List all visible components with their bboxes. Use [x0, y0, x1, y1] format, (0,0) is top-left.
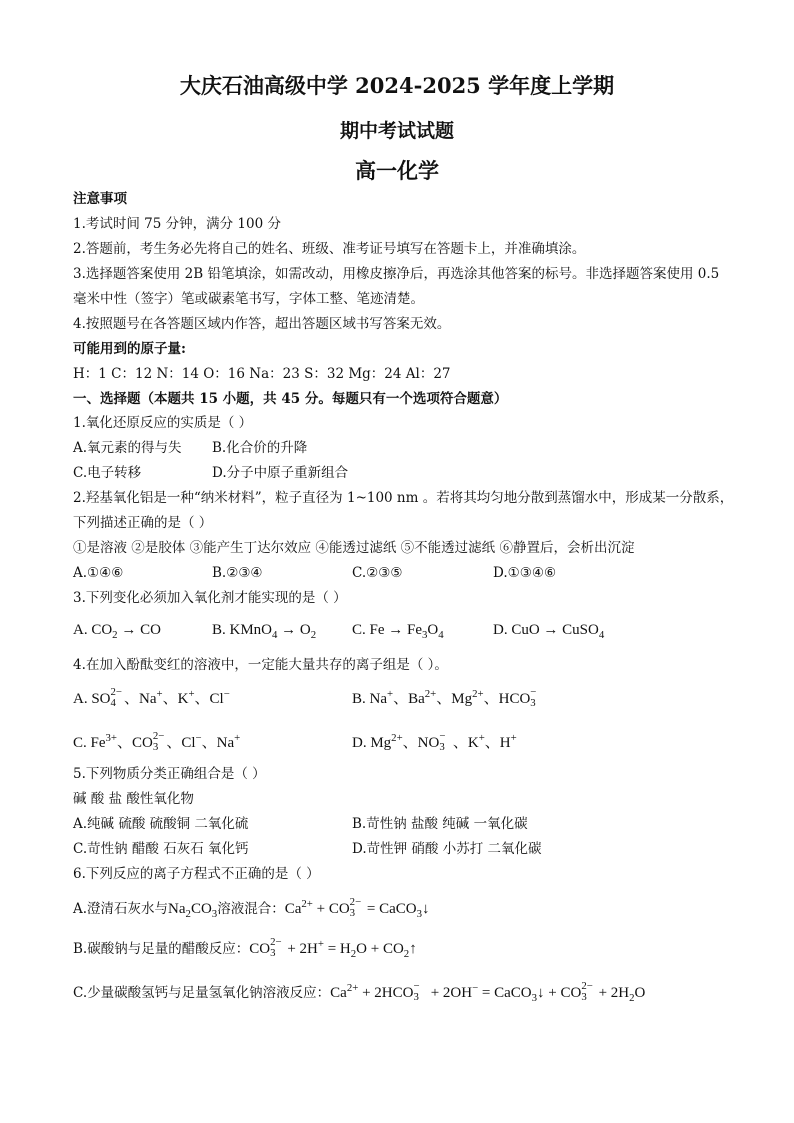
q1-option-b: B.化合价的升降 — [212, 440, 308, 456]
q3-option-d: D. CuO → CuSO$_4$ — [493, 622, 605, 641]
section-heading: 一、选择题（本题共 15 小题，共 45 分。每题只有一个选项符合题意） — [73, 391, 508, 407]
note-item: 毫米中性（签字）笔或碳素笔书写，字体工整、笔迹清楚。 — [73, 291, 424, 307]
q6-option-a-mid: 溶液混合： — [217, 901, 285, 917]
q1-option-d: D.分子中原子重新组合 — [212, 465, 349, 481]
q4-option-a: A. SO 2− 4 、Na+、K+、Cl− — [73, 686, 230, 709]
q6-option-b: B.碳酸钠与足量的醋酸反应：CO 2− 3 + $2H^+ = H_2O$ + $CO_2↑$ — [73, 936, 417, 960]
q6-option-c-prefix: C.少量碳酸氢钙与足量氢氧化钠溶液反应： — [73, 985, 331, 1001]
q2-option-b: B.②③④ — [212, 565, 263, 581]
q6-option-b-prefix: B.碳酸钠与足量的醋酸反应： — [73, 941, 250, 957]
note-item: 1.考试时间 75 分钟，满分 100 分 — [73, 216, 281, 232]
question-4-stem: 4.在加入酚酞变红的溶液中，一定能大量共存的离子组是（ ）。 — [73, 657, 448, 673]
q1-option-a: A.氧元素的得与失 — [73, 440, 182, 456]
q6-option-c: C.少量碳酸氢钙与足量氢氧化钠溶液反应：$Ca^{2+} + 2HCO$ − 3 + 2OH− = CaCO$_3$↓ + CO 2− 3 + $2H_2O$ — [73, 980, 646, 1004]
q5-option-a: A.纯碱 硫酸 硫酸铜 二氧化硫 — [73, 816, 249, 832]
question-1-stem: 1.氧化还原反应的实质是（ ） — [73, 415, 253, 431]
q4-option-c: C. $Fe^{3+}$、CO 2− 3 、Cl−、Na+ — [73, 730, 241, 753]
notes-heading: 注意事项 — [73, 191, 127, 207]
note-item: 3.选择题答案使用 2B 铅笔填涂，如需改动，用橡皮擦净后，再选涂其他答案的标号。非选择题答案使用 0.5 — [73, 266, 720, 282]
q4-option-d: D. $Mg^{2+}$、NO − 3 、K+、H+ — [352, 730, 517, 753]
school-title: 大庆石油高级中学 2024-2025 学年度上学期 — [179, 73, 615, 98]
q2-option-a: A.①④⑥ — [73, 565, 124, 581]
note-item: 2.答题前，考生务必先将自己的姓名、班级、准考证号填写在答题卡上，并准确填涂。 — [73, 241, 586, 257]
q2-option-c: C.②③⑤ — [352, 565, 403, 581]
q5-option-b: B.苛性钠 盐酸 纯碱 一氧化碳 — [352, 816, 528, 832]
atomic-mass-list: H：1 C：12 N：14 O：16 Na：23 S：32 Mg：24 Al：27 — [73, 366, 451, 382]
q4-option-b: B. Na+、$Ba^{2+}$、$Mg^{2+}$、HCO − 3 — [352, 686, 537, 709]
q6-option-a-prefix: A.澄清石灰水与 — [73, 901, 169, 917]
q5-option-d: D.苛性钾 硝酸 小苏打 二氧化碳 — [352, 841, 542, 857]
q2-option-d: D.①③④⑥ — [493, 565, 557, 581]
q3-option-a: A. $CO_2$ → CO — [73, 622, 161, 641]
question-2-stem-cont: 下列描述正确的是（ ） — [73, 515, 213, 531]
question-3-stem: 3.下列变化必须加入氧化剂才能实现的是（ ） — [73, 590, 347, 606]
question-5-stem: 5.下列物质分类正确组合是（ ） — [73, 766, 266, 782]
q5-option-c: C.苛性钠 醋酸 石灰石 氧化钙 — [73, 841, 249, 857]
q3-option-c: C. $Fe \to Fe_3O_4$ — [352, 622, 444, 641]
q3-option-b: B. KMnO$_4$ → $O_2$ — [212, 622, 317, 641]
exam-title: 期中考试试题 — [339, 120, 454, 142]
q6-option-a: A.澄清石灰水与$Na_2CO_3$溶液混合：$Ca^{2+}$ + CO 2− 3 = CaCO$_3$↓ — [73, 896, 430, 920]
q1-option-c: C.电子转移 — [73, 465, 142, 481]
note-item: 4.按照题号在各答题区域内作答，超出答题区域书写答案无效。 — [73, 316, 451, 332]
q5-column-headers: 碱 酸 盐 酸性氧化物 — [73, 791, 194, 807]
question-2-stem: 2.羟基氧化铝是一种“纳米材料”，粒子直径为 1~100 nm 。若将其均匀地分散到蒸馏水中，形成某一分散系， — [73, 490, 734, 506]
question-6-stem: 6.下列反应的离子方程式不正确的是（ ） — [73, 866, 320, 882]
atomic-mass-heading: 可能用到的原子量: — [73, 341, 186, 357]
subject-title: 高一化学 — [355, 158, 439, 183]
q2-statements: ①是溶液 ②是胶体 ③能产生丁达尔效应 ④能透过滤纸 ⑤不能透过滤纸 ⑥静置后，会析出沉淀 — [73, 540, 635, 556]
